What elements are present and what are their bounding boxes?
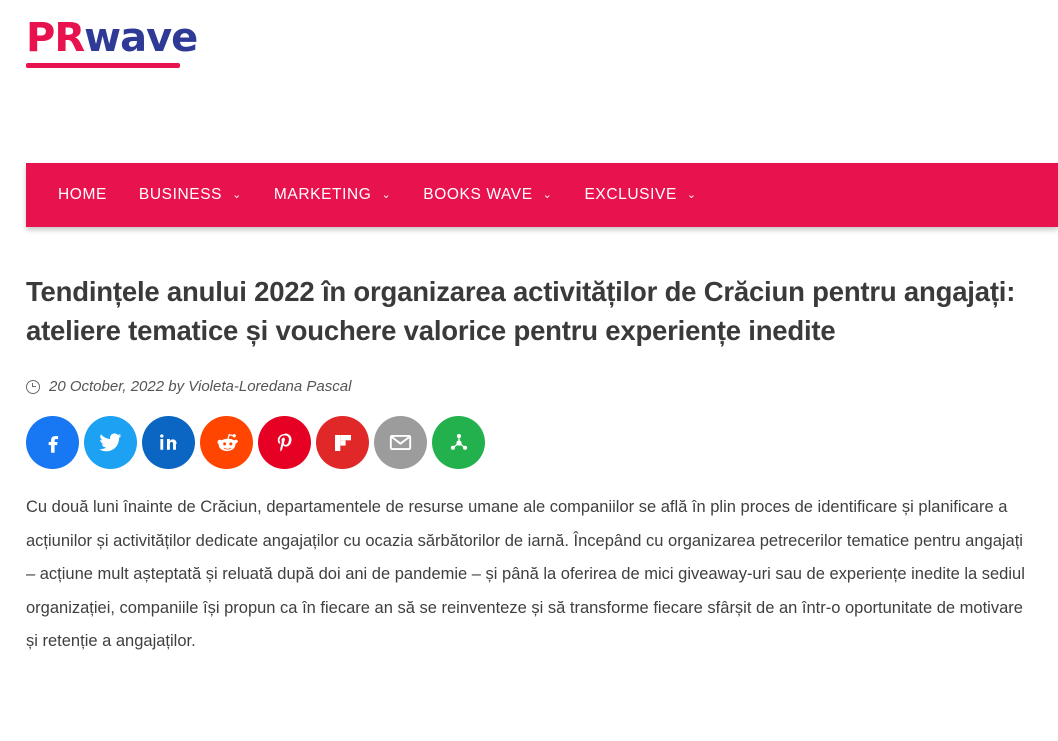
share-twitter-button[interactable] [84,416,137,469]
share-facebook-button[interactable] [26,416,79,469]
reddit-icon [213,429,241,457]
share-pinterest-button[interactable] [258,416,311,469]
email-icon [387,429,414,456]
nav-item-label: EXCLUSIVE [584,186,677,203]
nav-item-business[interactable] [123,163,258,227]
nav-item-home[interactable] [26,163,123,227]
twitter-icon [97,429,124,456]
share-reddit-button[interactable] [200,416,253,469]
pinterest-icon [272,430,298,456]
linkedin-icon [156,430,181,455]
logo-underline [26,63,180,68]
nav-item-label: BUSINESS [138,186,223,203]
chevron-down-icon: ⌄ [232,188,242,201]
article-meta [26,378,1032,395]
share-email-button[interactable] [374,416,427,469]
share-buttons [26,416,1032,469]
nav-item-label: BOOKS WAVE [423,186,533,203]
nav-item-marketing[interactable] [258,163,407,227]
share-linkedin-button[interactable] [142,416,195,469]
site-header [0,0,1058,110]
article-body-paragraph: Cu două luni înainte de Crăciun, departamentele de resurse umane ale companiilor se află în plin proces de identificare și planificare a acțiunilor și activităților dedicate angajaților cu ocazia sărbătorilor de iarnă. Începând cu organizarea petrecerilor tematice pentru angajați – acțiune mult așteptată și reluată după doi ani de pandemie – și până la oferirea de mici giveaway-uri sau de experiențe inedite la sediul organizației, companiile își propun ca în fiecare an să se reinventeze și să transforme fiecare sfârșit de an într-o oportunitate de motivare și retenție a angajaților. [26,498,1025,651]
chevron-down-icon: ⌄ [686,188,697,201]
nav-item-label: HOME [58,186,107,203]
page-title: Tendințele anului 2022 în organizarea activităților de Crăciun pentru angajați: ateliere tematice și vouchere valorice pentru experiențe inedite [26,276,1016,347]
nav-item-exclusive[interactable] [568,163,712,227]
article [26,250,1032,675]
main-navigation [26,163,1058,227]
logo-primary-text: PR [26,15,85,61]
share-more-button[interactable] [432,416,485,469]
nav-item-books-wave[interactable] [407,163,568,227]
chevron-down-icon: ⌄ [542,188,553,201]
flipboard-icon [331,431,355,455]
article-meta-text: 20 October, 2022 by Violeta-Loredana Pascal [49,378,352,396]
facebook-icon [40,430,66,456]
chevron-down-icon: ⌄ [381,188,392,201]
share-nodes-icon [446,430,472,456]
site-logo[interactable] [26,15,198,72]
clock-icon [26,380,40,394]
nav-item-label: MARKETING [273,186,372,203]
logo-secondary-text: wave [84,15,198,61]
share-flipboard-button[interactable] [316,416,369,469]
